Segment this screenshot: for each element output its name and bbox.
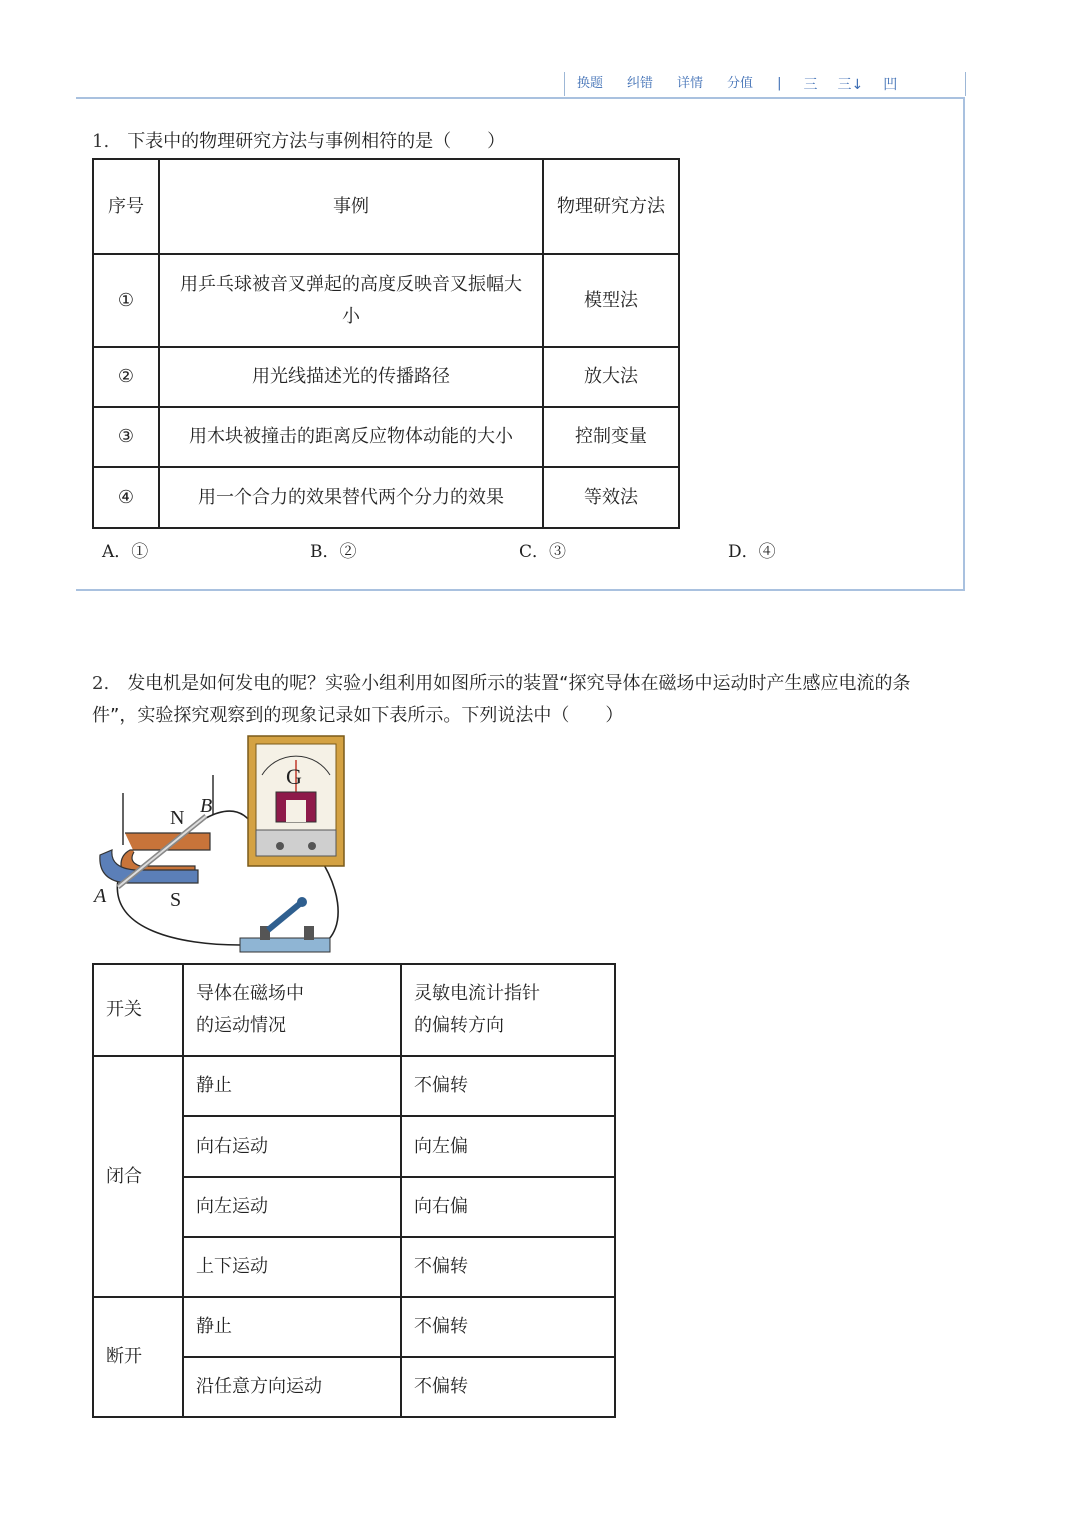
score-button[interactable]: 分值 <box>727 76 754 91</box>
switch-closed: 闭合 <box>93 1056 183 1297</box>
deflection-cell: 不偏转 <box>401 1357 615 1417</box>
label-n: N <box>170 807 185 829</box>
basket-icon[interactable]: 凹 <box>883 77 898 93</box>
row-index: ② <box>93 347 159 407</box>
row-example: 用乒乓球被音叉弹起的高度反映音叉振幅大小 <box>159 254 543 347</box>
motion-cell: 静止 <box>183 1297 401 1357</box>
question-number: 1. <box>92 131 110 152</box>
table-row <box>93 1297 615 1357</box>
row-method: 模型法 <box>543 254 679 347</box>
toolbar-divider: | <box>777 76 782 91</box>
row-method: 控制变量 <box>543 407 679 467</box>
label-b: B <box>200 795 213 817</box>
row-index: ① <box>93 254 159 347</box>
label-a: A <box>94 885 107 907</box>
generator-apparatus-figure <box>90 730 360 962</box>
header-deflection: 灵敏电流计指针 的偏转方向 <box>401 964 615 1056</box>
row-index: ③ <box>93 407 159 467</box>
galvanometer <box>248 736 344 866</box>
table-row <box>93 254 679 347</box>
list-icon[interactable]: 三 <box>803 77 818 93</box>
table-row <box>93 407 679 467</box>
question-toolbar <box>564 72 966 96</box>
report-error-button[interactable]: 纠错 <box>627 76 654 91</box>
header-example: 事例 <box>159 159 543 254</box>
header-motion: 导体在磁场中 的运动情况 <box>183 964 401 1056</box>
deflection-cell: 不偏转 <box>401 1237 615 1297</box>
motion-cell: 静止 <box>183 1056 401 1116</box>
table-row <box>93 347 679 407</box>
answer-options <box>102 537 902 565</box>
question-number: 2. <box>92 673 110 694</box>
change-question-button[interactable]: 换题 <box>577 76 604 91</box>
row-method: 等效法 <box>543 467 679 528</box>
switch-open: 断开 <box>93 1297 183 1417</box>
motion-cell: 向左运动 <box>183 1177 401 1237</box>
question-text-line2: 件”，实验探究观察到的现象记录如下表所示。下列说法中（ ） <box>92 705 624 726</box>
table-row <box>93 467 679 528</box>
header-method: 物理研究方法 <box>543 159 679 254</box>
option-b[interactable]: B．② <box>310 542 357 562</box>
card-border <box>963 97 965 591</box>
option-d[interactable]: D．④ <box>728 542 776 562</box>
label-g: G <box>286 764 302 789</box>
row-example: 用光线描述光的传播路径 <box>159 347 543 407</box>
question-2-stem <box>92 668 992 732</box>
card-border <box>76 97 965 99</box>
option-a[interactable]: A．① <box>102 542 149 562</box>
motion-cell: 沿任意方向运动 <box>183 1357 401 1417</box>
motion-cell: 上下运动 <box>183 1237 401 1297</box>
question-text-line1: 发电机是如何发电的呢？实验小组利用如图所示的装置“探究导体在磁场中运动时产生感应电流的条 <box>127 673 911 694</box>
header-switch: 开关 <box>93 964 183 1056</box>
deflection-cell: 不偏转 <box>401 1297 615 1357</box>
option-c[interactable]: C．③ <box>519 542 567 562</box>
question-text: 下表中的物理研究方法与事例相符的是（ ） <box>127 131 506 152</box>
deflection-cell: 向右偏 <box>401 1177 615 1237</box>
table-row <box>93 1056 615 1116</box>
details-button[interactable]: 详情 <box>677 76 704 91</box>
card-border <box>76 589 965 591</box>
row-index: ④ <box>93 467 159 528</box>
row-example: 用木块被撞击的距离反应物体动能的大小 <box>159 407 543 467</box>
knife-switch <box>240 897 330 952</box>
observation-table <box>92 963 616 1418</box>
row-method: 放大法 <box>543 347 679 407</box>
move-down-icon[interactable]: 三↓ <box>837 77 864 93</box>
header-index: 序号 <box>93 159 159 254</box>
row-example: 用一个合力的效果替代两个分力的效果 <box>159 467 543 528</box>
question-1-stem <box>92 126 505 158</box>
deflection-cell: 向左偏 <box>401 1116 615 1177</box>
motion-cell: 向右运动 <box>183 1116 401 1177</box>
label-s: S <box>170 889 182 911</box>
deflection-cell: 不偏转 <box>401 1056 615 1116</box>
methods-table <box>92 158 680 529</box>
